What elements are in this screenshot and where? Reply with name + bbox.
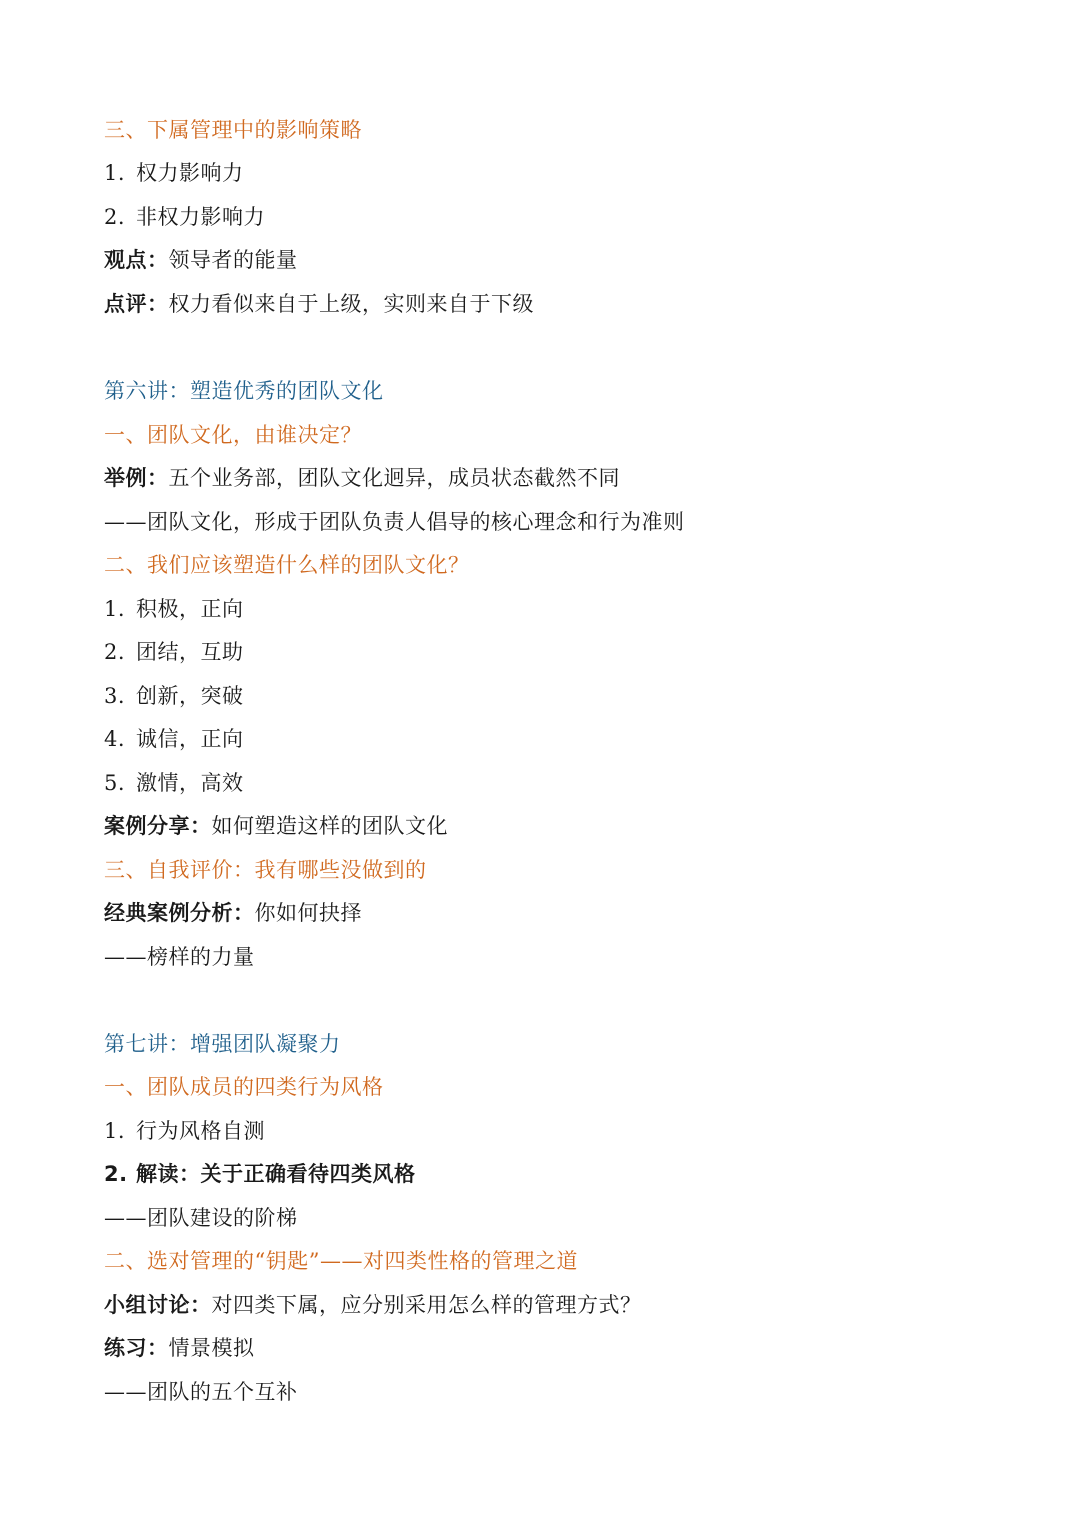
list-text: 激情，高效 bbox=[136, 771, 244, 795]
list-item bbox=[104, 1159, 416, 1189]
discussion-label: 小组讨论： bbox=[104, 1293, 212, 1317]
section-heading: 二、我们应该塑造什么样的团队文化？ bbox=[104, 553, 470, 577]
practice-text: 情景模拟 bbox=[168, 1336, 255, 1360]
case-label: 案例分享： bbox=[104, 814, 212, 838]
list-number: 4. bbox=[104, 727, 126, 751]
viewpoint-line bbox=[104, 245, 298, 275]
lecture-title: 第七讲：增强团队凝聚力 bbox=[104, 1032, 341, 1056]
list-item bbox=[104, 202, 265, 232]
case-text: 如何塑造这样的团队文化 bbox=[211, 814, 448, 838]
example-text: 五个业务部，团队文化迥异，成员状态截然不同 bbox=[168, 466, 620, 490]
note-line: ——团队的五个互补 bbox=[104, 1380, 298, 1404]
comment-text: 权力看似来自于上级，实则来自于下级 bbox=[168, 292, 534, 316]
list-text: 诚信，正向 bbox=[136, 727, 244, 751]
analysis-label: 经典案例分析： bbox=[104, 901, 255, 925]
example-line bbox=[104, 463, 620, 493]
viewpoint-text: 领导者的能量 bbox=[168, 248, 298, 272]
list-item bbox=[104, 637, 244, 667]
note-line: ——团队文化，形成于团队负责人倡导的核心理念和行为准则 bbox=[104, 510, 685, 534]
list-item bbox=[104, 158, 244, 188]
list-text: 创新，突破 bbox=[136, 684, 244, 708]
list-number: 1. bbox=[104, 1119, 126, 1143]
discussion-text: 对四类下属，应分别采用怎么样的管理方式？ bbox=[211, 1293, 642, 1317]
list-item bbox=[104, 594, 244, 624]
discussion-line bbox=[104, 1290, 642, 1320]
lecture-title: 第六讲：塑造优秀的团队文化 bbox=[104, 379, 384, 403]
list-item bbox=[104, 768, 244, 798]
section-heading: 三、下属管理中的影响策略 bbox=[104, 118, 362, 142]
comment-line bbox=[104, 289, 534, 319]
comment-label: 点评： bbox=[104, 292, 169, 316]
list-number: 1. bbox=[104, 597, 126, 621]
list-number: 3. bbox=[104, 684, 126, 708]
viewpoint-label: 观点： bbox=[104, 248, 169, 272]
list-number: 2. bbox=[104, 640, 126, 664]
practice-line bbox=[104, 1333, 255, 1363]
list-text: 非权力影响力 bbox=[136, 205, 265, 229]
list-number: 2. bbox=[104, 1162, 128, 1186]
analysis-line bbox=[104, 898, 362, 928]
list-text: 积极，正向 bbox=[136, 597, 244, 621]
list-text: 权力影响力 bbox=[136, 161, 244, 185]
list-text: 行为风格自测 bbox=[136, 1119, 265, 1143]
case-line bbox=[104, 811, 448, 841]
note-line: ——团队建设的阶梯 bbox=[104, 1206, 298, 1230]
analysis-text: 你如何抉择 bbox=[254, 901, 362, 925]
example-label: 举例： bbox=[104, 466, 169, 490]
list-number: 1. bbox=[104, 161, 126, 185]
list-item bbox=[104, 724, 244, 754]
list-number: 2. bbox=[104, 205, 126, 229]
note-line: ——榜样的力量 bbox=[104, 945, 255, 969]
section-heading: 二、选对管理的“钥匙”——对四类性格的管理之道 bbox=[104, 1249, 578, 1273]
section-heading: 三、自我评价：我有哪些没做到的 bbox=[104, 858, 427, 882]
list-item bbox=[104, 681, 244, 711]
list-text: 解读：关于正确看待四类风格 bbox=[136, 1162, 416, 1186]
practice-label: 练习： bbox=[104, 1336, 169, 1360]
list-item bbox=[104, 1116, 265, 1146]
list-number: 5. bbox=[104, 771, 126, 795]
list-text: 团结，互助 bbox=[136, 640, 244, 664]
section-heading: 一、团队成员的四类行为风格 bbox=[104, 1075, 384, 1099]
section-heading: 一、团队文化，由谁决定？ bbox=[104, 423, 362, 447]
